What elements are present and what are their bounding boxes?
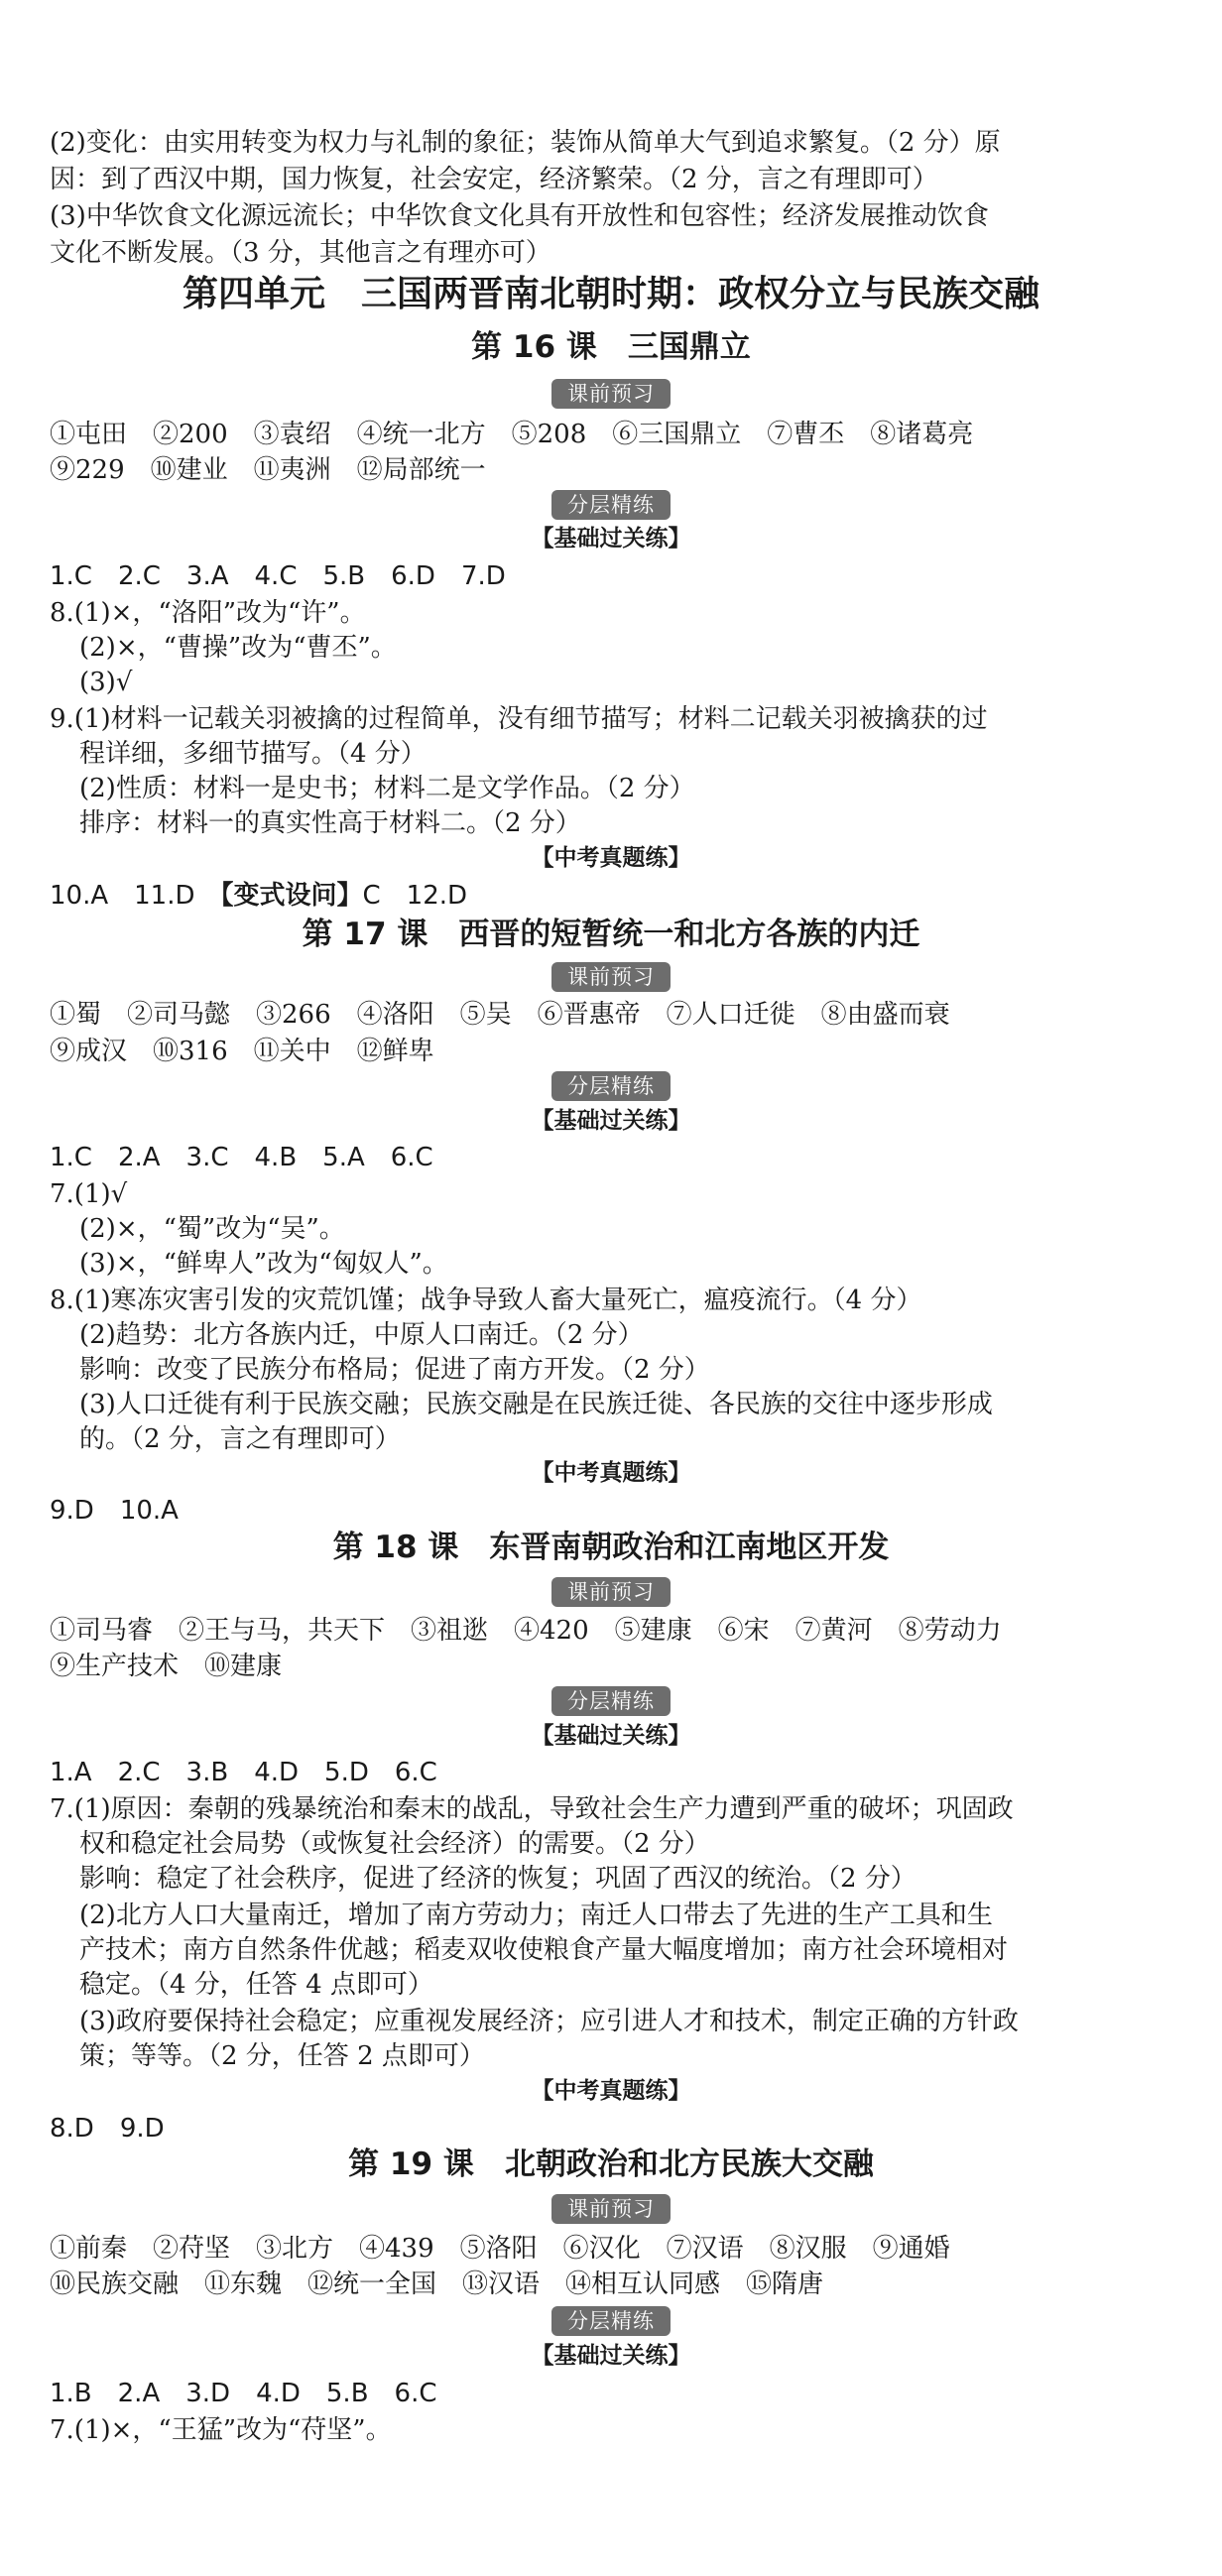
answer-line: (3)√ [79,668,133,697]
preview-label-wrap [0,1577,1222,1609]
preview-label: 课前预习 [551,2194,671,2224]
lesson-19-title: 第 19 课 北朝政治和北方民族大交融 [348,2147,874,2182]
preview-answers: ①前秦 ②苻坚 ③北方 ④439 ⑤洛阳 ⑥汉化 ⑦汉语 ⑧汉服 ⑨通婚 [50,2234,950,2264]
mc-answers: 1.C 2.C 3.A 4.C 5.B 6.D 7.D [50,561,506,591]
answer-line: 8.(1)寒冻灾害引发的灾荒饥馑；战争导致人畜大量死亡，瘟疫流行。（4 分） [50,1286,922,1315]
exam-answers [50,879,467,913]
answer-line: 产技术；南方自然条件优越；稻麦双收使粮食产量大幅度增加；南方社会环境相对 [79,1935,1009,1965]
exam-answers: 9.D 10.A [50,1496,179,1526]
answer-line: 的。（2 分，言之有理即可） [79,1424,401,1454]
intro-line: 文化不断发展。（3 分，其他言之有理亦可） [50,238,551,268]
answer-line: 7.(1)原因：秦朝的残暴统治和秦末的战乱，导致社会生产力遭到严重的破坏；巩固政 [50,1794,1014,1824]
answer-line: (2)×，“蜀”改为“吴”。 [79,1214,345,1244]
exam-label: 【中考真题练】 [531,1460,691,1486]
layered-label: 分层精练 [551,1071,671,1101]
unit-title: 第四单元 三国两晋南北朝时期：政权分立与民族交融 [182,274,1039,314]
layered-label-wrap [0,1686,1222,1718]
answer-line: (2)趋势：北方各族内迁，中原人口南迁。（2 分） [79,1320,644,1350]
answer-line: 8.(1)×，“洛阳”改为“许”。 [50,598,366,628]
intro-line: 因：到了西汉中期，国力恢复，社会安定，经济繁荣。（2 分，言之有理即可） [50,165,938,194]
answer-line: (3)×，“鲜卑人”改为“匈奴人”。 [79,1249,448,1279]
answer-line: 7.(1)√ [50,1179,128,1209]
lesson-16-title: 第 16 课 三国鼎立 [471,329,751,365]
answer-line: (3)人口迁徙有利于民族交融；民族交融是在民族迁徙、各民族的交往中逐步形成 [79,1390,993,1419]
mc-answers: 1.B 2.A 3.D 4.D 5.B 6.C [50,2379,437,2408]
answer-line: 影响：改变了民族分布格局；促进了南方开发。（2 分） [79,1355,710,1385]
layered-label-wrap [0,490,1222,522]
mc-answers: 1.C 2.A 3.C 4.B 5.A 6.C [50,1143,433,1172]
exam-answers-a: 10.A 11.D [50,881,221,911]
preview-answers: ⑨生产技术 ⑩建康 [50,1652,283,1681]
preview-label: 课前预习 [551,962,671,992]
answer-line: 策；等等。（2 分，任答 2 点即可） [79,2041,485,2071]
basic-label: 【基础过关练】 [531,526,691,552]
preview-answers: ①司马睿 ②王与马，共天下 ③祖逖 ④420 ⑤建康 ⑥宋 ⑦黄河 ⑧劳动力 [50,1616,1002,1646]
answer-line: (2)北方人口大量南迁，增加了南方劳动力；南迁人口带去了先进的生产工具和生 [79,1901,993,1930]
preview-label-wrap [0,379,1222,411]
mc-answers: 1.A 2.C 3.B 4.D 5.D 6.C [50,1758,437,1787]
layered-label-wrap [0,1071,1222,1103]
answer-line: 程详细，多细节描写。（4 分） [79,739,427,769]
answer-line: (2)×，“曹操”改为“曹丕”。 [79,633,397,663]
preview-answers: ①屯田 ②200 ③袁绍 ④统一北方 ⑤208 ⑥三国鼎立 ⑦曹丕 ⑧诸葛亮 [50,420,974,449]
answer-line: (2)性质：材料一是史书；材料二是文学作品。（2 分） [79,774,695,803]
intro-line: (2)变化：由实用转变为权力与礼制的象征；装饰从简单大气到追求繁复。（2 分）原 [50,128,1001,158]
layered-label: 分层精练 [551,2306,671,2336]
answer-line: (3)政府要保持社会稳定；应重视发展经济；应引进人才和技术，制定正确的方针政 [79,2007,1019,2036]
layered-label: 分层精练 [551,490,671,520]
lesson-17-title: 第 17 课 西晋的短暂统一和北方各族的内迁 [302,917,920,952]
answer-line: 7.(1)×，“王猛”改为“苻坚”。 [50,2415,392,2445]
lesson-18-title: 第 18 课 东晋南朝政治和江南地区开发 [332,1530,890,1565]
exam-answers: 8.D 9.D [50,2114,165,2144]
answer-line: 影响：稳定了社会秩序，促进了经济的恢复；巩固了西汉的统治。（2 分） [79,1864,916,1894]
answer-line: 稳定。（4 分，任答 4 点即可） [79,1970,433,2000]
preview-label: 课前预习 [551,379,671,409]
preview-answers: ⑩民族交融 ⑪东魏 ⑫统一全国 ⑬汉语 ⑭相互认同感 ⑮隋唐 [50,2269,824,2299]
preview-answers: ⑨229 ⑩建业 ⑪夷洲 ⑫局部统一 [50,455,486,485]
answer-line: 9.(1)材料一记载关羽被擒的过程简单，没有细节描写；材料二记载关羽被擒获的过 [50,704,988,734]
preview-label: 课前预习 [551,1577,671,1607]
preview-answers: ⑨成汉 ⑩316 ⑪关中 ⑫鲜卑 [50,1037,434,1066]
basic-label: 【基础过关练】 [531,1723,691,1749]
basic-label: 【基础过关练】 [531,2343,691,2369]
answer-line: 权和稳定社会局势（或恢复社会经济）的需要。（2 分） [79,1829,710,1859]
variant-question-tag: 【变式设问】 [220,881,363,911]
exam-label: 【中考真题练】 [531,2078,691,2104]
exam-label: 【中考真题练】 [531,845,691,871]
preview-answers: ①蜀 ②司马懿 ③266 ④洛阳 ⑤吴 ⑥晋惠帝 ⑦人口迁徙 ⑧由盛而衰 [50,1000,950,1030]
basic-label: 【基础过关练】 [531,1108,691,1134]
preview-label-wrap [0,2194,1222,2226]
layered-label: 分层精练 [551,1686,671,1716]
preview-label-wrap [0,962,1222,994]
layered-label-wrap [0,2306,1222,2338]
exam-answers-b: C 12.D [362,881,468,911]
intro-line: (3)中华饮食文化源远流长；中华饮食文化具有开放性和包容性；经济发展推动饮食 [50,201,989,231]
answer-line: 排序：材料一的真实性高于材料二。（2 分） [79,808,581,838]
